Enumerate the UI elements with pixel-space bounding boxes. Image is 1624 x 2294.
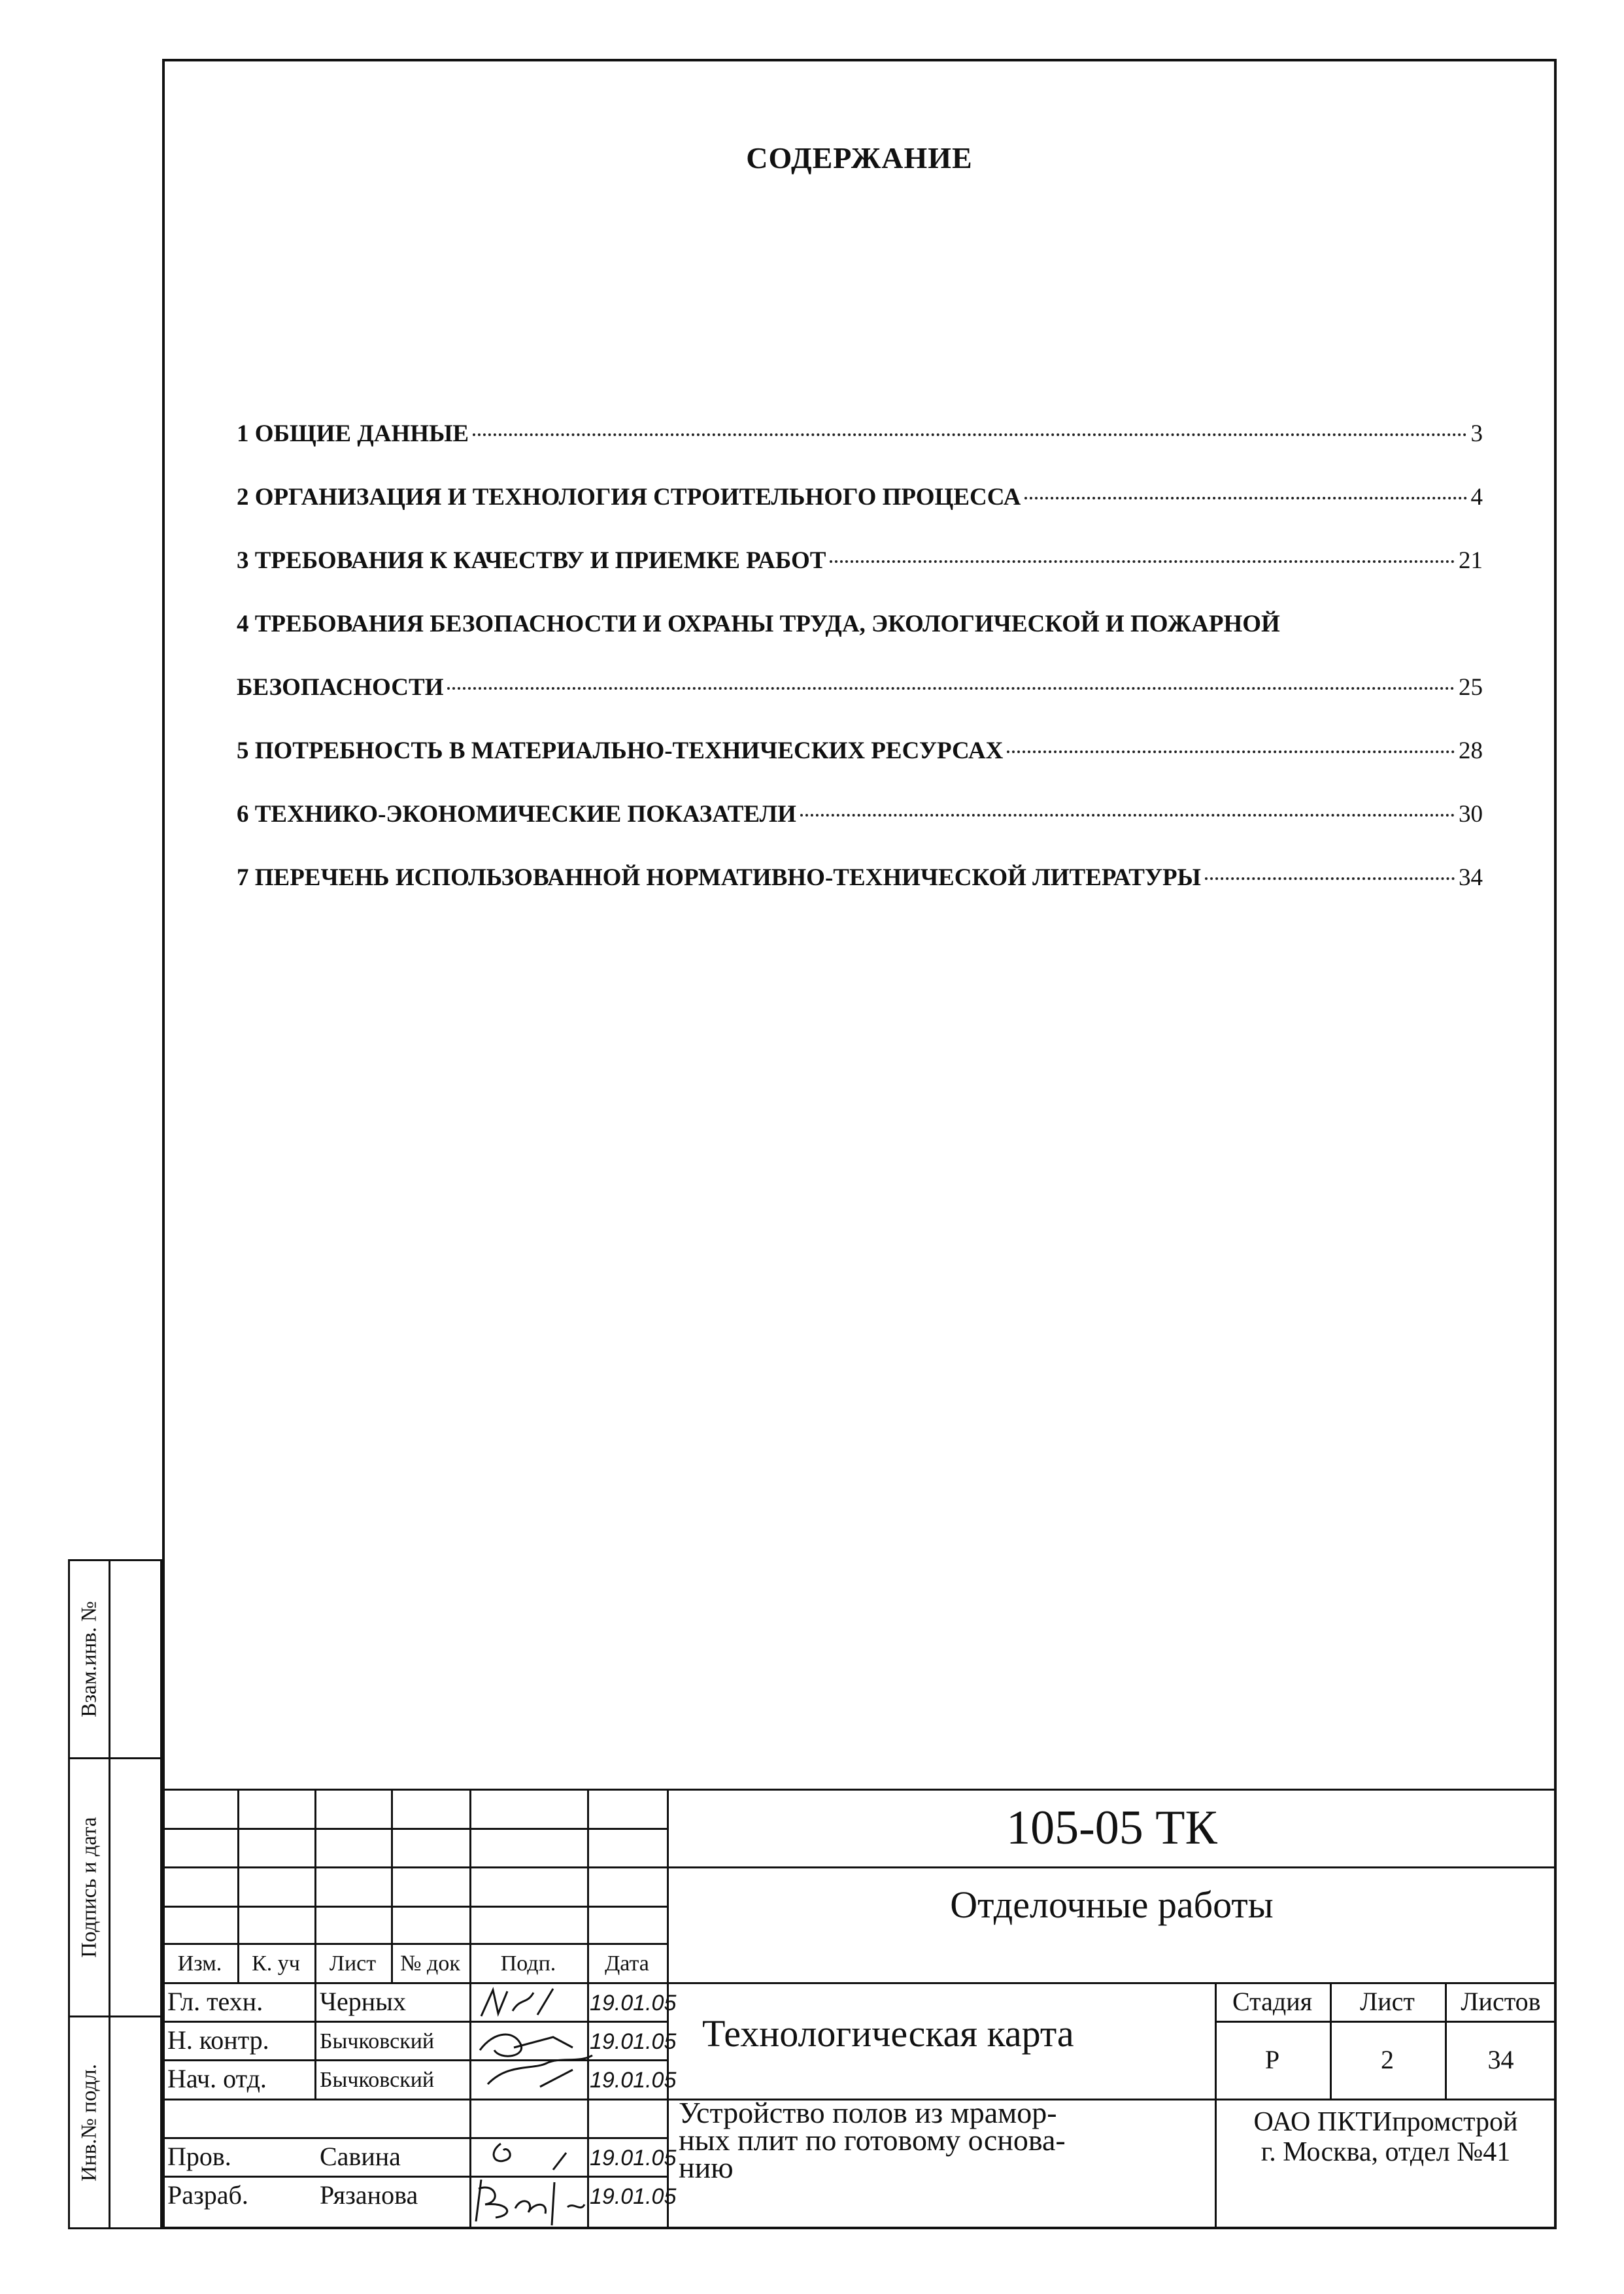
toc-item-page: 34 — [1459, 864, 1483, 891]
signer-role: Н. контр. — [167, 2025, 269, 2055]
col-header-podp: Подп. — [500, 1951, 556, 1976]
toc-item-page: 21 — [1459, 547, 1483, 574]
toc-leader — [447, 687, 1455, 690]
signer-role: Нач. отд. — [167, 2064, 267, 2093]
strip-orig-inv — [68, 2016, 162, 2229]
subject-line: ных плит по готовому основа- — [679, 2123, 1066, 2157]
title-block — [162, 1789, 1557, 2229]
signature-image — [475, 2140, 586, 2176]
strip-signature-date — [68, 1757, 162, 2017]
signature-image — [475, 2024, 605, 2096]
col-header-list: Лист — [329, 1951, 377, 1976]
signer-name: Бычковский — [320, 2068, 435, 2092]
toc-leader — [1205, 877, 1455, 880]
signer-name: Черных — [320, 1987, 407, 2016]
org-line: г. Москва, отдел №41 — [1260, 2137, 1511, 2167]
doc-name: Технологическая карта — [702, 2012, 1074, 2055]
toc-item[interactable] — [237, 672, 1483, 703]
toc-leader — [473, 433, 1466, 436]
signature-image — [469, 2176, 587, 2228]
signer-role: Разраб. — [167, 2180, 248, 2210]
work-type: Отделочные работы — [950, 1883, 1274, 1926]
subject-line: нию — [679, 2151, 734, 2184]
col-header-data: Дата — [605, 1951, 649, 1976]
signer-role: Гл. техн. — [167, 1987, 263, 2016]
subject-line: Устройство полов из мрамор- — [679, 2096, 1057, 2129]
toc-item[interactable] — [237, 482, 1483, 513]
toc-item-page: 4 — [1470, 484, 1483, 511]
signature-image — [475, 1985, 586, 2021]
toc-title: СОДЕРЖАНИЕ — [746, 141, 973, 175]
toc-item-label: 1 ОБЩИЕ ДАННЫЕ — [237, 420, 469, 447]
doc-code: 105-05 ТК — [1006, 1801, 1217, 1855]
strip-label: Инв.№ подл. — [77, 2063, 101, 2182]
sheets-header: Листов — [1461, 1987, 1541, 2016]
signer-name: Рязанова — [320, 2180, 418, 2210]
col-header-kuch: К. уч — [252, 1951, 300, 1976]
col-header-izm: Изм. — [177, 1951, 222, 1976]
col-header-ndok: № док — [400, 1951, 460, 1976]
org-line: ОАО ПКТИпромстрой — [1253, 2107, 1518, 2137]
toc-item[interactable] — [237, 799, 1483, 830]
sheet-value: 2 — [1381, 2045, 1394, 2074]
stage-header: Стадия — [1232, 1987, 1313, 2016]
sheet-header: Лист — [1360, 1987, 1415, 2016]
toc-leader — [1024, 497, 1466, 499]
toc-item-label: 2 ОРГАНИЗАЦИЯ И ТЕХНОЛОГИЯ СТРОИТЕЛЬНОГО ПРОЦЕССА — [237, 484, 1021, 511]
signer-role: Пров. — [167, 2142, 231, 2171]
signer-date: 19.01.05 — [590, 2184, 677, 2209]
toc-item-label: 5 ПОТРЕБНОСТЬ В МАТЕРИАЛЬНО-ТЕХНИЧЕСКИХ РЕСУРСАХ — [237, 737, 1004, 764]
stage-value: Р — [1264, 2045, 1280, 2074]
toc-item-page: 25 — [1459, 674, 1483, 701]
toc-item-label-line1[interactable]: 4 ТРЕБОВАНИЯ БЕЗОПАСНОСТИ И ОХРАНЫ ТРУДА, ЭКОЛОГИЧЕСКОЙ И ПОЖАРНОЙ — [237, 611, 1280, 637]
signer-name: Бычковский — [320, 2029, 435, 2053]
toc-item-label: 7 ПЕРЕЧЕНЬ ИСПОЛЬЗОВАННОЙ НОРМАТИВНО-ТЕХНИЧЕСКОЙ ЛИТЕРАТУРЫ — [237, 864, 1201, 891]
toc-item[interactable] — [237, 545, 1483, 577]
sheets-value: 34 — [1487, 2045, 1514, 2074]
signer-name: Савина — [320, 2142, 401, 2171]
toc-item[interactable] — [237, 418, 1483, 450]
toc-item[interactable] — [237, 862, 1483, 894]
toc-item-label: 6 ТЕХНИКО-ЭКОНОМИЧЕСКИЕ ПОКАЗАТЕЛИ — [237, 801, 796, 828]
signer-date: 19.01.05 — [590, 2029, 677, 2054]
toc-leader — [830, 560, 1455, 563]
strip-replaced-inv — [68, 1559, 162, 1759]
strip-label: Подпись и дата — [77, 1817, 101, 1958]
signer-date: 19.01.05 — [590, 2146, 677, 2170]
signer-date: 19.01.05 — [590, 1991, 677, 2016]
toc-item[interactable] — [237, 735, 1483, 767]
toc-item-page: 30 — [1459, 801, 1483, 828]
toc-item-page: 3 — [1470, 420, 1483, 447]
toc-item-label: 3 ТРЕБОВАНИЯ К КАЧЕСТВУ И ПРИЕМКЕ РАБОТ — [237, 547, 826, 574]
signer-date: 19.01.05 — [590, 2068, 677, 2093]
toc-leader — [800, 814, 1455, 817]
toc-item-page: 28 — [1459, 737, 1483, 764]
strip-label: Взам.инв. № — [77, 1601, 101, 1717]
toc-item-label: БЕЗОПАСНОСТИ — [237, 674, 444, 701]
toc-leader — [1007, 751, 1455, 753]
